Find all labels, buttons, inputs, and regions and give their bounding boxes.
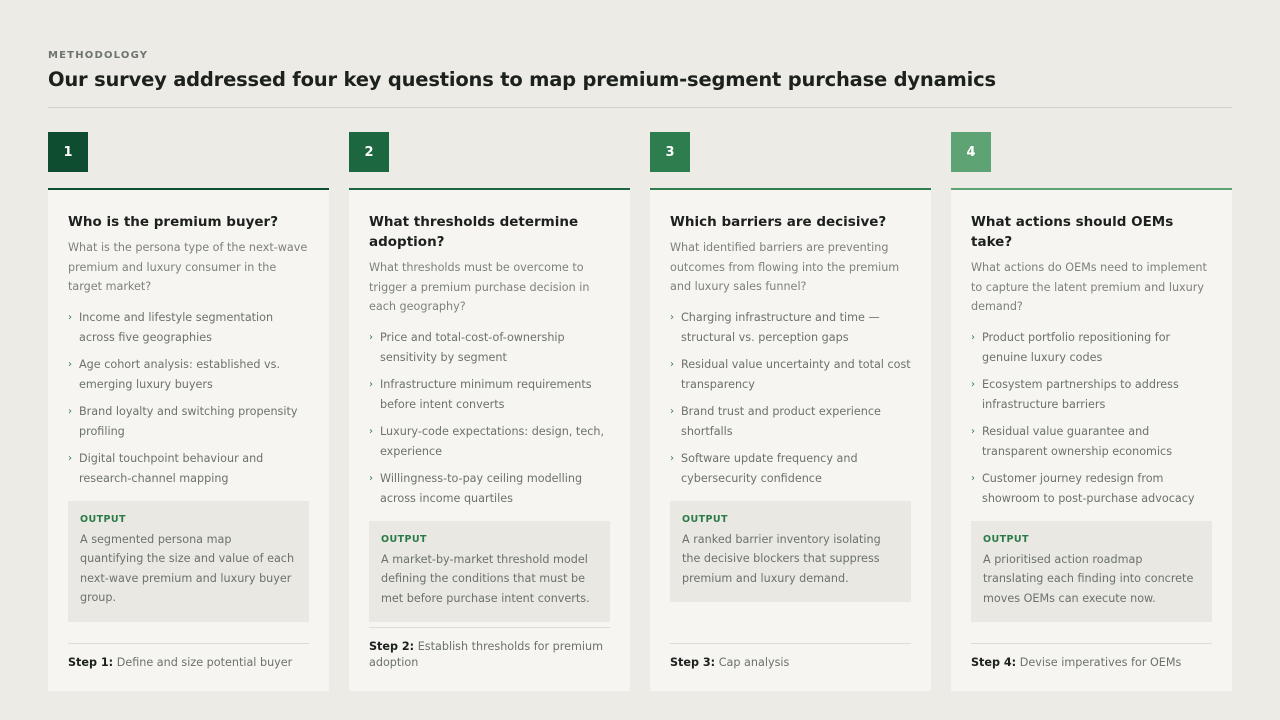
output-label: OUTPUT <box>682 513 728 525</box>
chevron-right-icon: › <box>369 425 373 437</box>
chevron-right-icon: › <box>68 405 72 417</box>
output-box <box>68 501 309 622</box>
question-heading: Who is the premium buyer? <box>68 214 279 230</box>
bullet-text: Software update frequency and cybersecurity confidence <box>681 451 858 485</box>
question-column-2 <box>349 132 630 691</box>
bullet-text: Residual value uncertainty and total cost transparency <box>681 357 911 391</box>
output-text: A segmented persona map quantifying the size and value of each next-wave premium and luxury buyer group. <box>80 532 295 604</box>
question-heading: What thresholds determine adoption? <box>369 214 579 250</box>
chevron-right-icon: › <box>68 452 72 464</box>
step-number-badge: 2 <box>349 132 389 172</box>
output-text: A prioritised action roadmap translating each finding into concrete moves OEMs can execute now. <box>983 552 1194 605</box>
bullet-text: Willingness-to-pay ceiling modelling across income quartiles <box>380 471 583 505</box>
output-text: A market-by-market threshold model defining the conditions that must be met before purchase intent converts. <box>381 552 590 605</box>
bullet-item <box>68 355 309 395</box>
output-box <box>971 521 1212 623</box>
step-footer <box>68 643 309 671</box>
bullet-list <box>68 308 309 489</box>
bullet-item <box>68 308 309 348</box>
question-subtitle: What actions do OEMs need to implement to capture the latent premium and luxury demand? <box>971 261 1207 313</box>
bullet-text: Age cohort analysis: established vs. emerging luxury buyers <box>79 357 281 391</box>
bullet-item <box>670 308 911 348</box>
step-footer <box>670 643 911 671</box>
output-label: OUTPUT <box>80 513 126 525</box>
bullet-item <box>369 328 610 368</box>
bullet-item <box>670 449 911 489</box>
output-text: A ranked barrier inventory isolating the decisive blockers that suppress premium and luxury demand. <box>682 532 881 585</box>
question-column-3 <box>650 132 931 691</box>
bullet-item <box>369 422 610 462</box>
step-footer <box>971 643 1212 671</box>
chevron-right-icon: › <box>971 472 975 484</box>
bullet-list <box>369 328 610 509</box>
step-text: Establish thresholds for premium adoption <box>369 640 603 669</box>
question-subtitle: What identified barriers are preventing outcomes from flowing into the premium and luxury sales funnel? <box>670 241 900 293</box>
bullet-text: Product portfolio repositioning for genuine luxury codes <box>982 330 1171 364</box>
bullet-text: Customer journey redesign from showroom to post-purchase advocacy <box>982 471 1195 505</box>
question-heading: Which barriers are decisive? <box>670 214 887 230</box>
step-label: Step 3: <box>670 656 716 669</box>
bullet-text: Charging infrastructure and time — structural vs. perception gaps <box>681 310 880 344</box>
bullet-item <box>68 449 309 489</box>
bullet-item <box>369 375 610 415</box>
bullet-text: Residual value guarantee and transparent ownership economics <box>982 424 1173 458</box>
chevron-right-icon: › <box>670 311 674 323</box>
step-label: Step 4: <box>971 656 1017 669</box>
chevron-right-icon: › <box>670 452 674 464</box>
bullet-text: Infrastructure minimum requirements before intent converts <box>380 377 592 411</box>
section-eyebrow: METHODOLOGY <box>48 50 149 61</box>
output-box <box>369 521 610 623</box>
question-subtitle: What thresholds must be overcome to trigger a premium purchase decision in each geography? <box>369 261 590 313</box>
step-text: Cap analysis <box>718 656 790 669</box>
bullet-item <box>971 328 1212 368</box>
bullet-text: Brand trust and product experience shortfalls <box>681 404 881 438</box>
bullet-item <box>670 355 911 395</box>
bullet-item <box>670 402 911 442</box>
bullet-text: Luxury-code expectations: design, tech, experience <box>380 424 604 458</box>
bullet-text: Income and lifestyle segmentation across five geographies <box>79 310 274 344</box>
chevron-right-icon: › <box>369 378 373 390</box>
step-number-badge: 3 <box>650 132 690 172</box>
question-column-1 <box>48 132 329 691</box>
chevron-right-icon: › <box>68 358 72 370</box>
output-label: OUTPUT <box>983 533 1029 545</box>
question-card <box>650 188 931 691</box>
bullet-item <box>971 375 1212 415</box>
output-box <box>670 501 911 603</box>
bullet-list <box>971 328 1212 509</box>
title-divider <box>48 107 1232 108</box>
bullet-item <box>971 422 1212 462</box>
bullet-text: Brand loyalty and switching propensity profiling <box>79 404 298 438</box>
output-label: OUTPUT <box>381 533 427 545</box>
question-card <box>48 188 329 691</box>
bullet-item <box>971 469 1212 509</box>
chevron-right-icon: › <box>971 331 975 343</box>
question-card <box>349 188 630 691</box>
step-text: Define and size potential buyer <box>116 656 293 669</box>
chevron-right-icon: › <box>369 472 373 484</box>
page-title: Our survey addressed four key questions to map premium-segment purchase dynamics <box>48 68 996 91</box>
bullet-item <box>369 469 610 509</box>
step-text: Devise imperatives for OEMs <box>1019 656 1182 669</box>
chevron-right-icon: › <box>971 378 975 390</box>
chevron-right-icon: › <box>369 331 373 343</box>
question-card <box>951 188 1232 691</box>
step-label: Step 1: <box>68 656 114 669</box>
chevron-right-icon: › <box>971 425 975 437</box>
bullet-list <box>670 308 911 489</box>
step-number-badge: 1 <box>48 132 88 172</box>
question-heading: What actions should OEMs take? <box>971 214 1174 250</box>
step-footer <box>369 627 610 671</box>
step-number-badge: 4 <box>951 132 991 172</box>
chevron-right-icon: › <box>670 405 674 417</box>
bullet-text: Digital touchpoint behaviour and research-channel mapping <box>79 451 264 485</box>
bullet-item <box>68 402 309 442</box>
chevron-right-icon: › <box>670 358 674 370</box>
question-subtitle: What is the persona type of the next-wave premium and luxury consumer in the target market? <box>68 241 308 293</box>
step-label: Step 2: <box>369 640 415 653</box>
bullet-text: Ecosystem partnerships to address infrastructure barriers <box>982 377 1179 411</box>
question-column-4 <box>951 132 1232 691</box>
bullet-text: Price and total-cost-of-ownership sensitivity by segment <box>380 330 565 364</box>
chevron-right-icon: › <box>68 311 72 323</box>
